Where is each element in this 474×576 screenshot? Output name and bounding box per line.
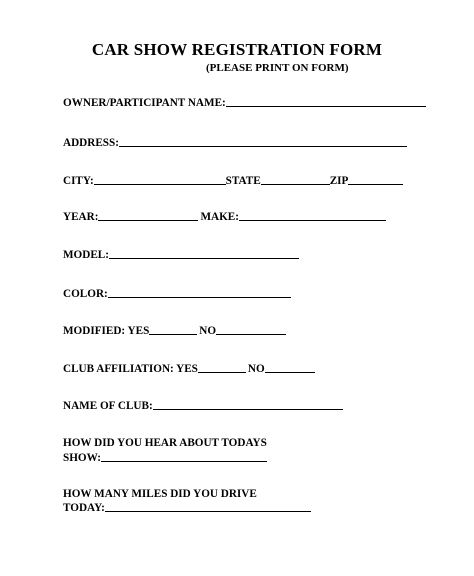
owner-row: [63, 97, 426, 109]
state-field[interactable]: [261, 184, 330, 185]
modified-yes-field[interactable]: [149, 334, 197, 335]
miles-field[interactable]: [105, 511, 311, 512]
modified-no-label: NO: [199, 325, 217, 337]
year-label: YEAR:: [63, 211, 99, 223]
modified-yes-label: MODIFIED: YES: [63, 325, 150, 337]
club-affiliation-no-field[interactable]: [265, 372, 315, 373]
state-label: STATE: [225, 175, 261, 187]
zip-field[interactable]: [348, 184, 403, 185]
club-name-field[interactable]: [153, 409, 343, 410]
modified-no-field[interactable]: [216, 334, 286, 335]
club-name-row: [63, 400, 343, 412]
model-row: [63, 249, 299, 261]
zip-label: ZIP: [329, 175, 349, 187]
city-field[interactable]: [94, 184, 226, 185]
hear-about-field[interactable]: [101, 461, 267, 462]
color-label: COLOR:: [63, 288, 108, 300]
model-label: MODEL:: [63, 249, 109, 261]
modified-row: [63, 325, 286, 337]
address-label: ADDRESS:: [63, 137, 119, 149]
club-affiliation-no-label: NO: [247, 363, 265, 375]
color-row: [63, 288, 291, 300]
address-field[interactable]: [119, 146, 407, 147]
club-affiliation-yes-label: CLUB AFFILIATION: YES: [63, 363, 198, 375]
hear-about-line2: [63, 452, 267, 464]
miles-line2: [63, 502, 311, 514]
year-field[interactable]: [98, 220, 198, 221]
form-title: CAR SHOW REGISTRATION FORM: [91, 40, 383, 59]
make-label: MAKE:: [200, 211, 239, 223]
form-subtitle: (PLEASE PRINT ON FORM): [206, 62, 349, 74]
club-name-label: NAME OF CLUB:: [63, 400, 153, 412]
hear-about-show-label: SHOW:: [63, 452, 101, 464]
hear-about-line1: [63, 437, 267, 449]
miles-today-label: TODAY:: [63, 502, 105, 514]
city-label: CITY:: [63, 175, 94, 187]
owner-label: OWNER/PARTICIPANT NAME:: [63, 97, 226, 109]
color-field[interactable]: [108, 297, 291, 298]
model-field[interactable]: [109, 258, 299, 259]
miles-label: HOW MANY MILES DID YOU DRIVE: [63, 488, 257, 500]
year-make-row: [63, 211, 386, 223]
miles-line1: [63, 488, 257, 500]
club-affiliation-yes-field[interactable]: [198, 372, 246, 373]
club-affiliation-row: [63, 363, 315, 375]
hear-about-label: HOW DID YOU HEAR ABOUT TODAYS: [63, 437, 267, 449]
owner-field[interactable]: [226, 106, 426, 107]
address-row: [63, 137, 407, 149]
make-field[interactable]: [239, 220, 386, 221]
city-state-zip-row: [63, 175, 403, 187]
